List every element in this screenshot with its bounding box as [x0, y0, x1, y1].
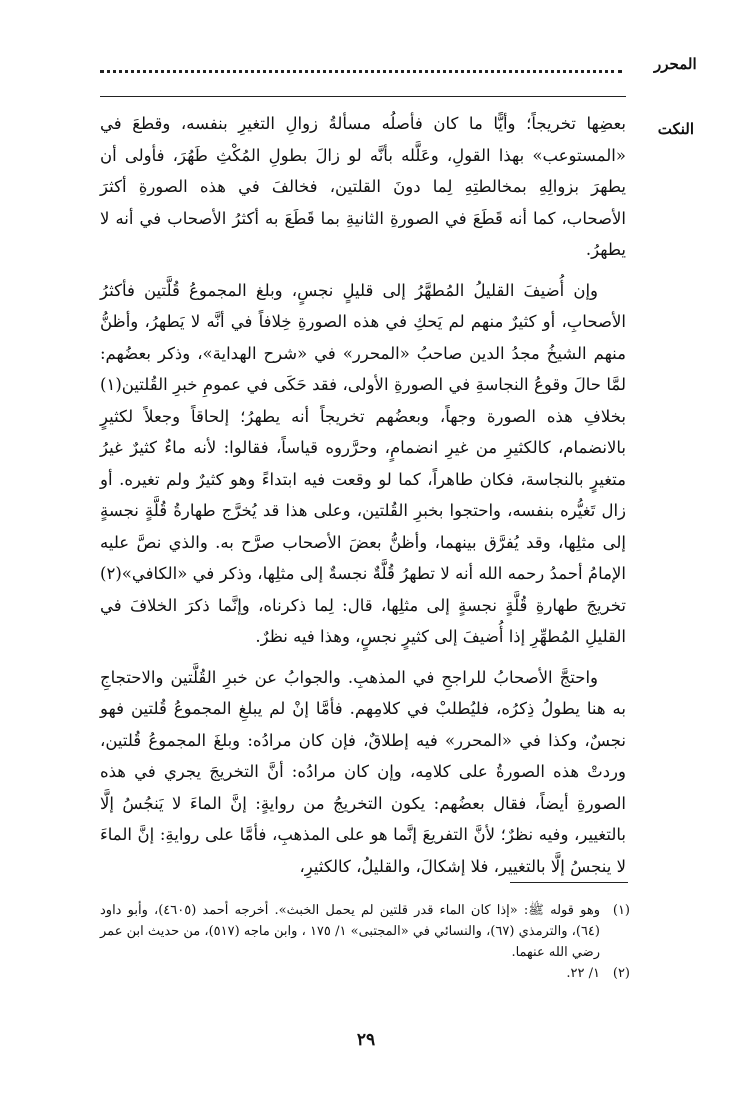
- footnote: [100, 963, 630, 984]
- footnote-number: (٢): [612, 966, 630, 981]
- footnotes: [100, 900, 630, 984]
- main-text: [100, 108, 626, 882]
- header-rule: [100, 96, 626, 97]
- footnote-text: ١/ ٢٢.: [566, 966, 600, 981]
- footnote-text: وهو قوله ﷺ: «إذا كان الماء قدر قلتين لم يحمل الخبث». أخرجه أحمد (٤٦٠٥)، وأبو داود (٦٤)، والترمذي (٦٧)، والنسائي في «المجتبى» ١/ ١٧٥ ، وابن ماجه (٥١٧)، من حديث ابن عمر رضي الله عنهما.: [100, 903, 600, 960]
- paragraph: وإن أُضيفَ القليلُ المُطهَّرُ إلى قليلٍ نجسٍ، وبلغ المجموعُ قُلَّتين فأكثرُ الأصحابِ، أو كثيرٌ منهم لم يَحكِ في هذه الصورةِ خِلافاً في أنَّه لا يَطهرُ، وأظنُّ منهم الشيخُ مجدُ الدين صاحبُ «المحرر» في «شرح الهداية»، وذكر بعضُهم: لمَّا حالَ وقوعُ النجاسةِ في الصورةِ الأولى، فقد حَكَى في عمومِ خبرِ القُلتين(١) بخلافِ هذه الصورة وجهاً، وبعضُهم تخريجاً أنه يطهرُ؛ إلحاقاً وجعلاً لكثيرٍ بالانضمام، كالكثيرِ من غيرِ انضمامٍ، وحرَّروه قياساً، فقالوا: لأنه ماءٌ كثيرٌ غيرُ متغيرٍ بالنجاسة، فكان طاهراً، كما لو وقعت فيه ابتداءً وهو كثيرٌ ولم تغيره. أو زال تَغيُّره بنفسه، واحتجوا بخبرِ القُلتين، وعلى هذا قد يُخرَّج طهارةُ قُلَّةٍ نجسةٍ إلى مثلِها، وقد يُفرَّق بينهما، وأظنُّ بعضَ الأصحاب صرَّح به. والذي نصَّ عليه الإمامُ أحمدُ رحمه الله أنه لا تطهرُ قُلَّةٌ نجسةٌ إلى مثلِها، وذكر في «الكافي»(٢) تخريجَ طهارةِ قُلَّةٍ نجسةٍ إلى مثلِها، قال: لِما ذكرناه، وإنَّما ذكرَ الخلافَ في القليلِ المُطهِّرِ إذا أُضيفَ إلى كثيرٍ نجسٍ، وهذا فيه نظرٌ.: [100, 280, 626, 646]
- footnote: [100, 900, 630, 963]
- running-header-title: المحرر: [654, 55, 697, 73]
- paragraph: بعضِها تخريجاً؛ وأيًّا ما كان فأصلُه مسألةُ زوالِ التغيرِ بنفسه، وقطعَ في «المستوعب» بهذا القولِ، وعَلَّله بأنَّه لو زالَ بطولِ المُكْثِ طَهُرَ، فأولى أن يطهرَ بزوالِهِ بمخالطتِهِ لِما دونَ القلتين، فخالفَ في هذه الصورةِ أكثرَ الأصحاب، كما أنه قَطَعَ في الصورةِ الثانيةِ بما قَطَعَ به أكثرُ الأصحاب في أنه لا يطهرُ.: [100, 114, 626, 259]
- paragraph: واحتجَّ الأصحابُ للراجحِ في المذهبِ. والجوابُ عن خبرِ القُلَّتين والاحتجاجِ به هنا يطولُ ذِكرُه، فليُطلبْ في كلامِهم. فأمَّا إنْ لم يبلغِ المجموعُ قُلتين فهو نجسٌ، وكذا في «المحرر» فيه إطلاقٌ، فإن كان مرادُه: وبلغَ المجموعُ قُلتين، وردتْ هذه الصورةُ على كلامِه، وإن كان مرادُه: أنَّ التخريجَ يجري في هذه الصورةِ أيضاً، فقال بعضُهم: يكون التخريجُ من روايةٍ: إنَّ الماءَ لا يَنجُسُ إلَّا بالتغيير، وفيه نظرٌ؛ لأنَّ التفريعَ إنَّما هو على المذهبِ، فأمَّا على روايةِ: إنَّ الماءَ لا ينجسُ إلَّا بالتغيير، فلا إشكالَ، والقليلُ، كالكثيرِ،: [100, 667, 626, 876]
- footnote-number: (١): [612, 903, 630, 918]
- footnote-separator: [510, 882, 628, 883]
- margin-label: النكت: [657, 120, 694, 138]
- header-dotted-leader: [100, 66, 622, 73]
- page-number: ٢٩: [356, 1030, 376, 1050]
